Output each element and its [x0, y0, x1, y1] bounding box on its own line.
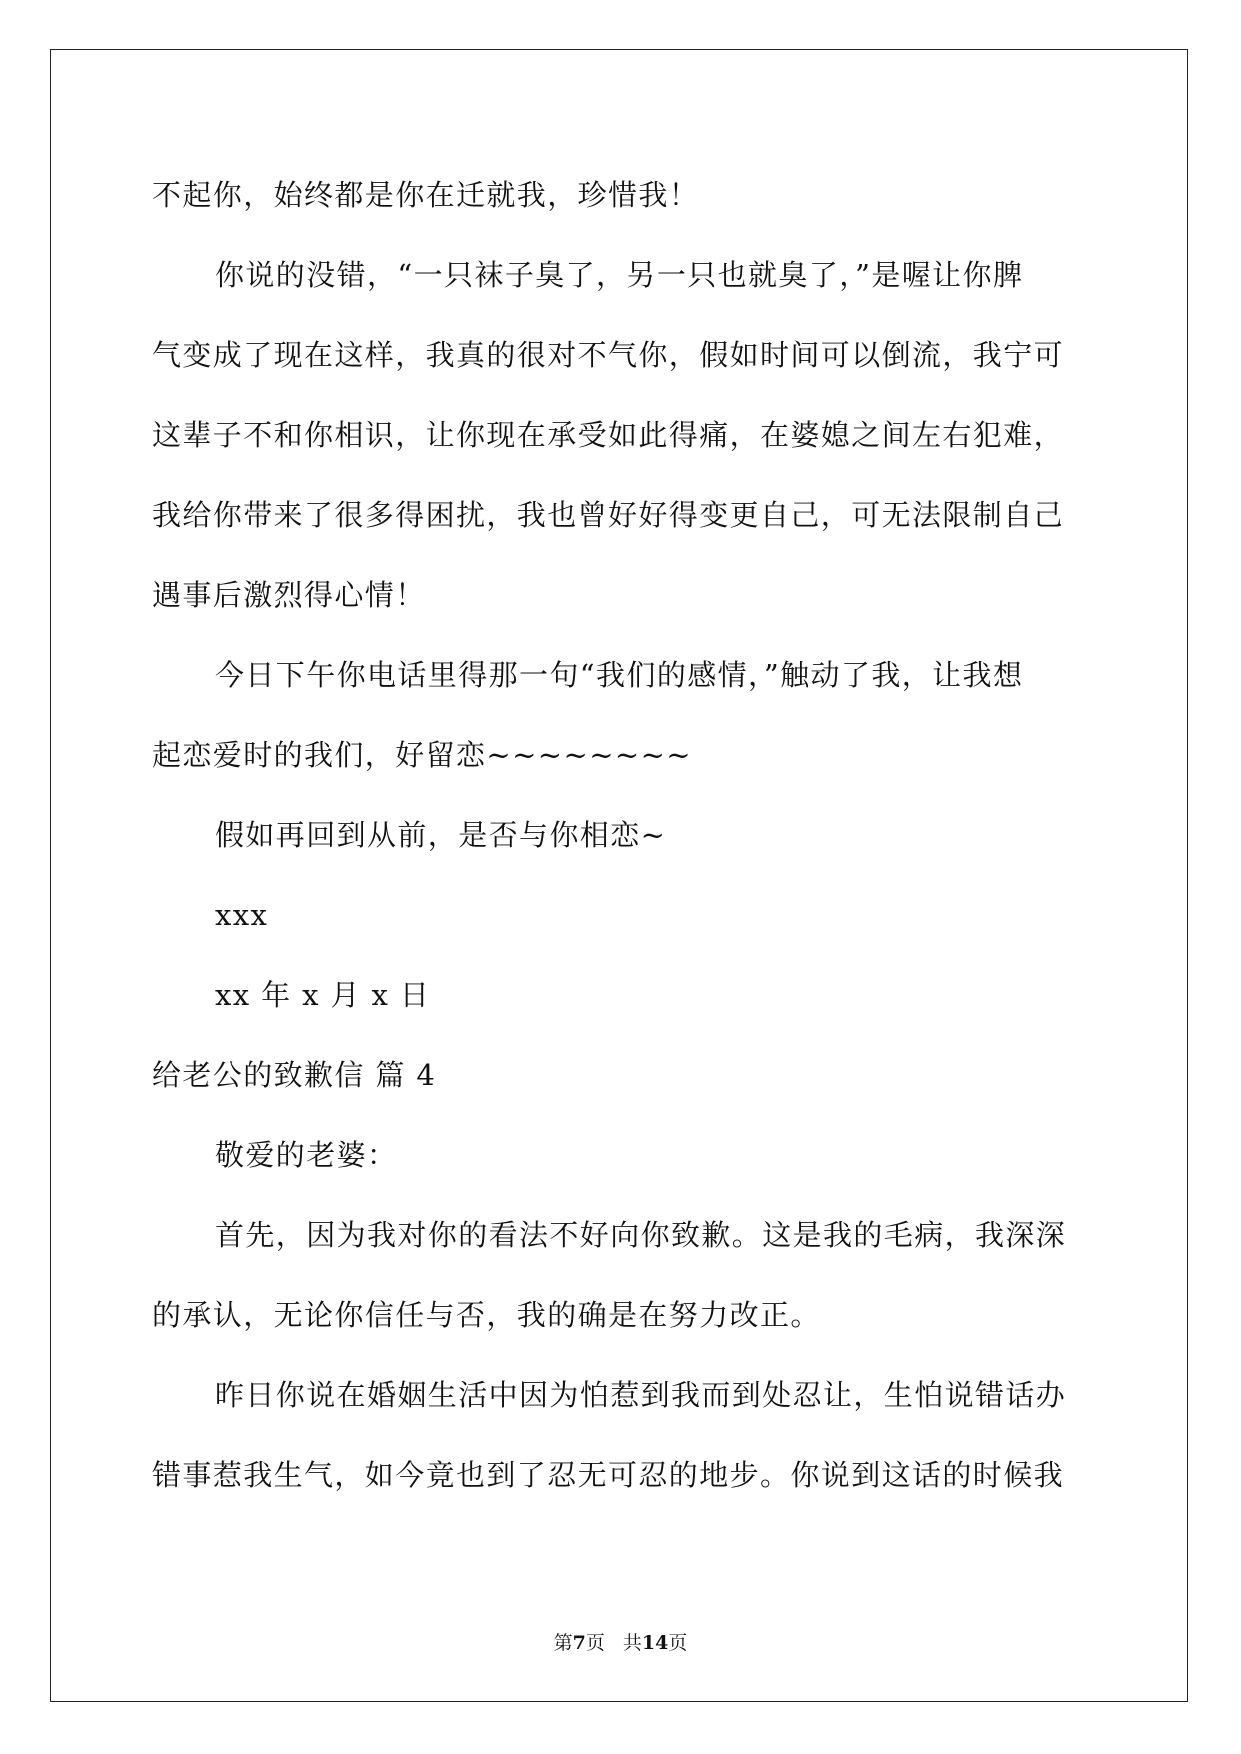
text-line-6: 遇事后激烈得心情！	[152, 578, 426, 612]
page-prefix: 第	[553, 1632, 573, 1654]
text-line-7: 今日下午你电话里得那一句“我们的感情，”触动了我，让我想	[215, 658, 1024, 692]
text-line-1: 不起你，始终都是你在迁就我，珍惜我！	[152, 178, 700, 212]
signature-date: xx 年 x 月 x 日	[215, 978, 431, 1012]
salutation: 敬爱的老婆：	[215, 1138, 398, 1172]
text-line-4: 这辈子不和你相识，让你现在承受如此得痛，在婆媳之间左右犯难，	[152, 418, 1065, 452]
text-line-15: 的承认，无论你信任与否，我的确是在努力改正。	[152, 1298, 821, 1332]
page-footer	[0, 1628, 1241, 1655]
text-line-2: 你说的没错，“一只袜子臭了，另一只也就臭了，”是喔让你脾	[215, 258, 1024, 292]
section-heading: 给老公的致歉信 篇 4	[152, 1058, 437, 1092]
total-pages: 14	[641, 1632, 669, 1654]
text-line-14: 首先，因为我对你的看法不好向你致歉。这是我的毛病，我深深	[215, 1218, 1067, 1252]
signature-name: xxx	[215, 898, 269, 932]
text-line-16: 昨日你说在婚姻生活中因为怕惹到我而到处忍让，生怕说错话办	[215, 1378, 1067, 1412]
total-prefix: 共	[622, 1632, 642, 1654]
page-number: 7	[572, 1632, 586, 1654]
document-body	[152, 155, 1092, 1515]
text-line-9: 假如再回到从前，是否与你相恋~	[215, 818, 667, 852]
text-line-8: 起恋爱时的我们，好留恋~~~~~~~~	[152, 738, 692, 772]
page-suffix: 页	[585, 1632, 605, 1654]
text-line-5: 我给你带来了很多得困扰，我也曾好好得变更自己，可无法限制自己	[152, 498, 1065, 532]
total-suffix: 页	[668, 1632, 688, 1654]
text-line-17: 错事惹我生气，如今竟也到了忍无可忍的地步。你说到这话的时候我	[152, 1458, 1065, 1492]
text-line-3: 气变成了现在这样，我真的很对不气你，假如时间可以倒流，我宁可	[152, 338, 1065, 372]
